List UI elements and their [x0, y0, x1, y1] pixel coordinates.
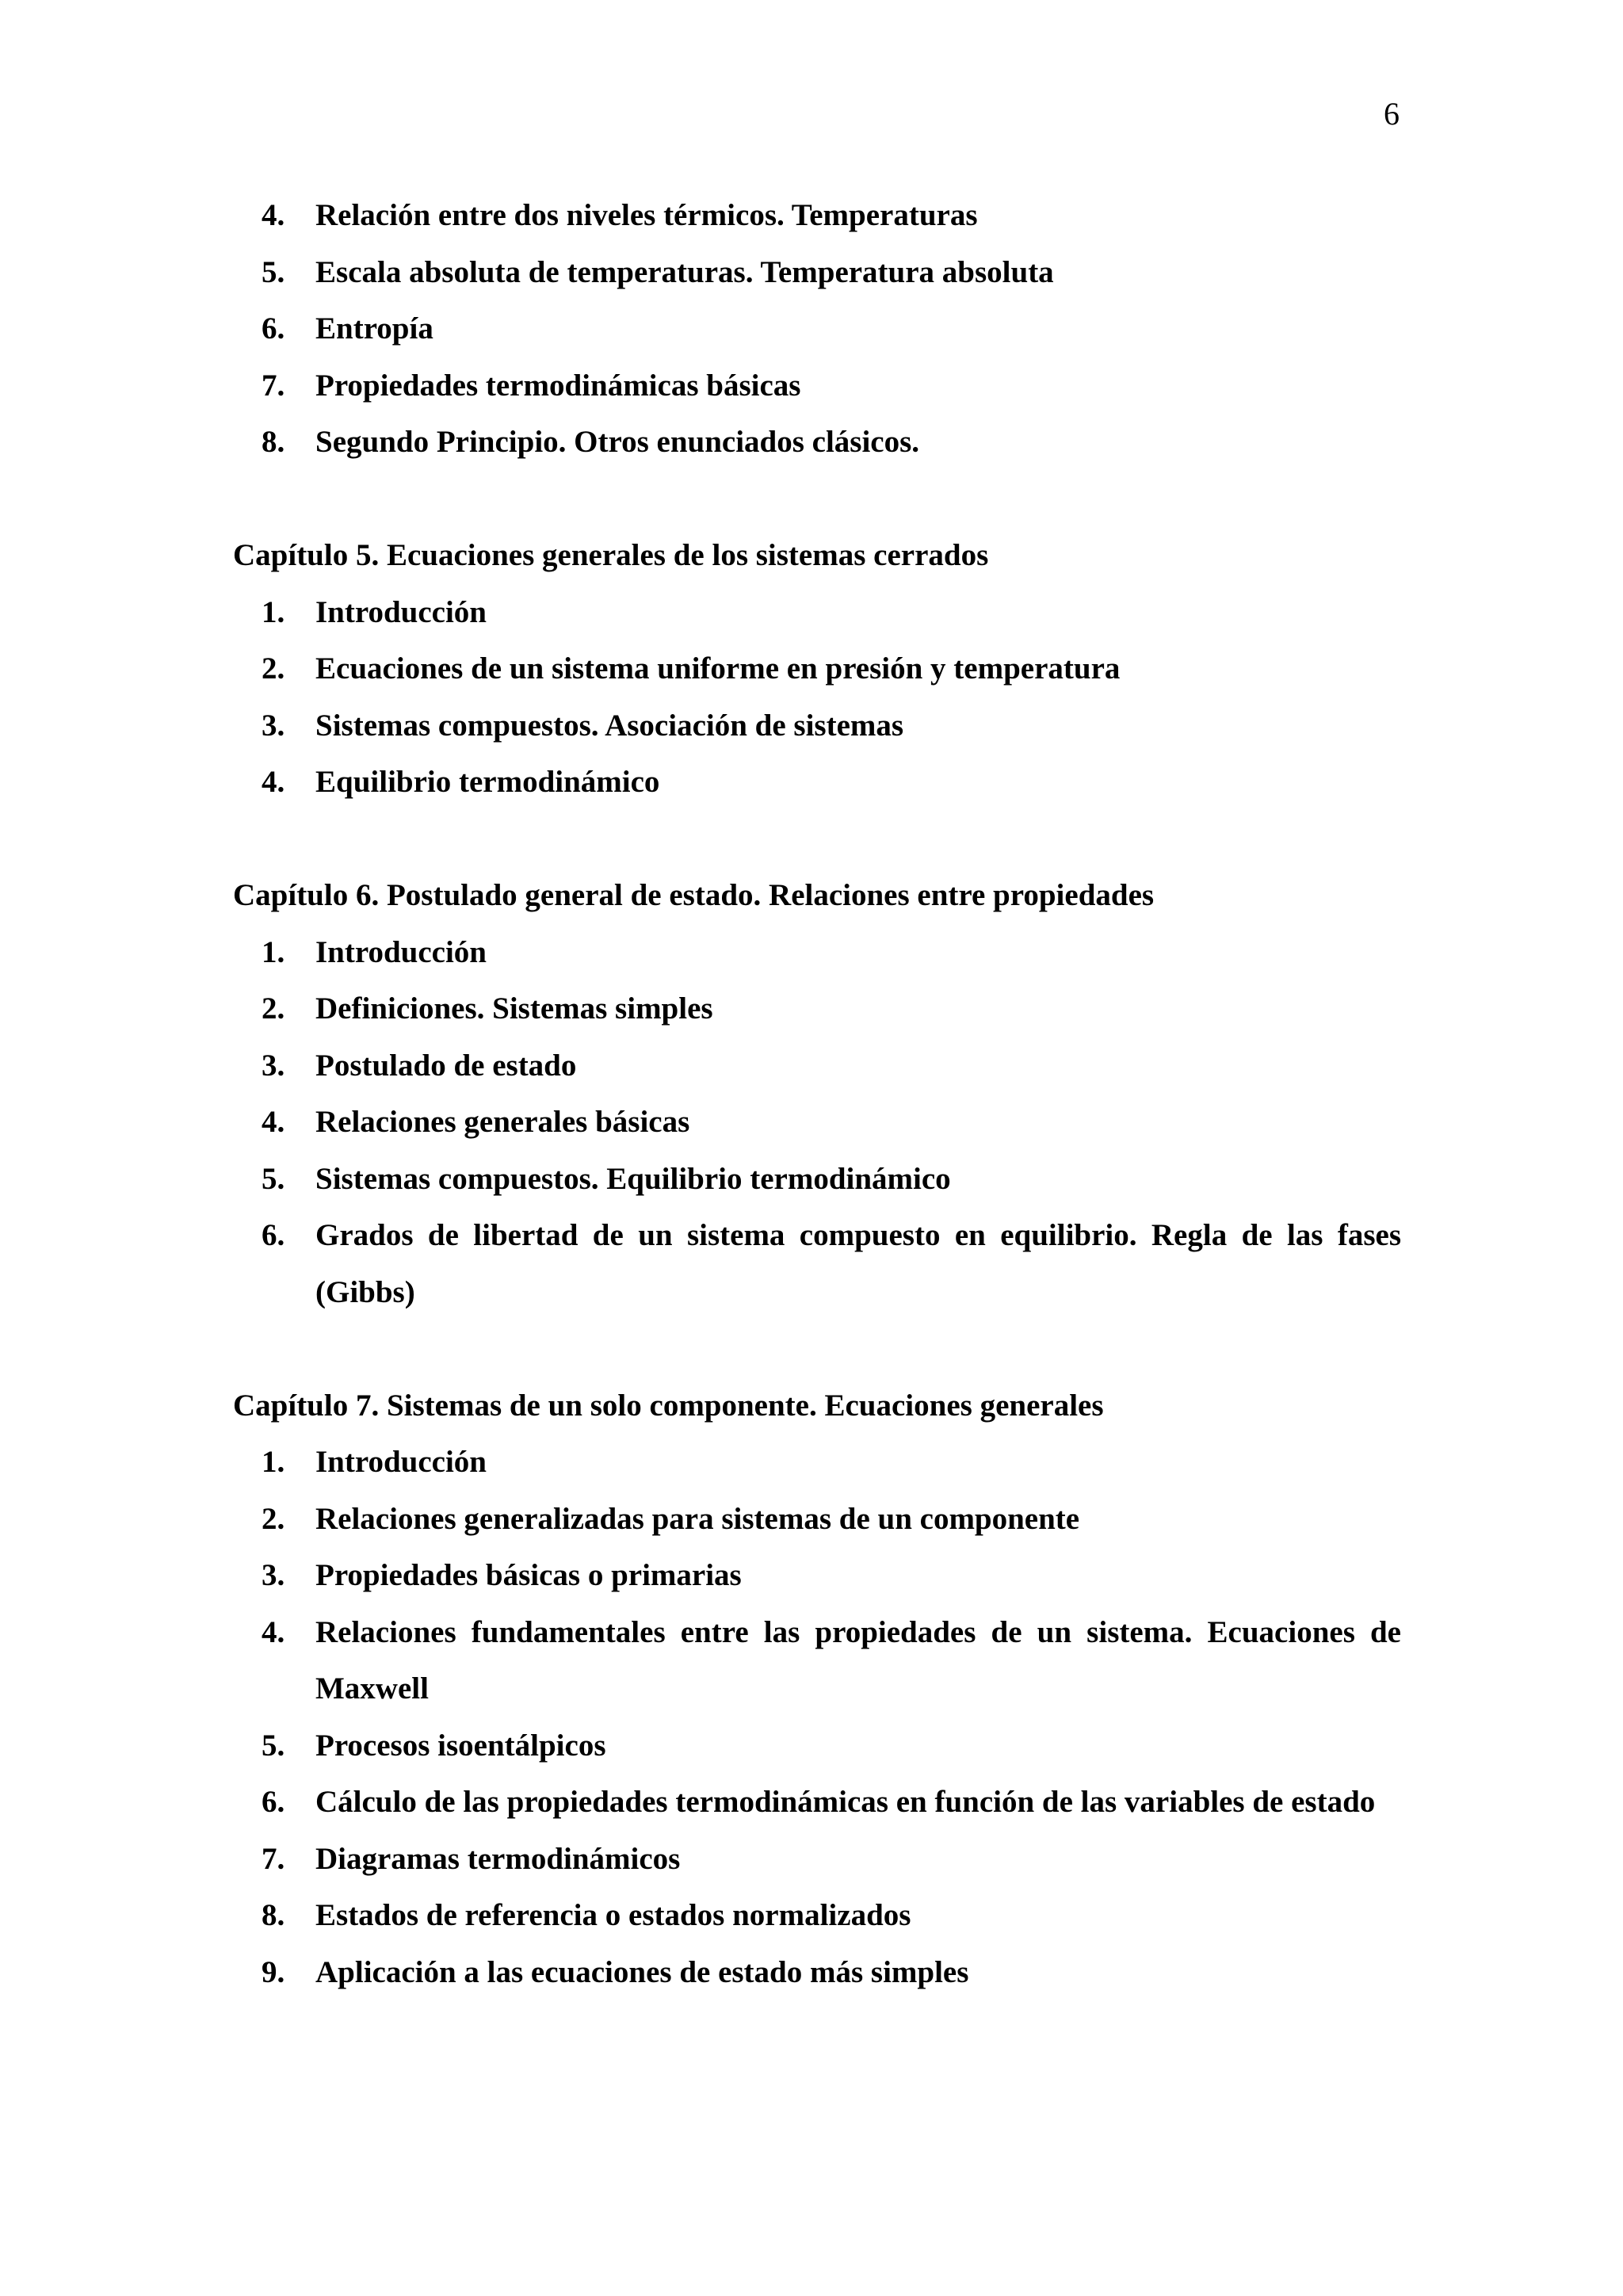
list-item: [262, 1037, 1401, 1095]
item-number: 5.: [262, 254, 285, 289]
item-text: Relaciones fundamentales entre las propiedades de un sistema. Ecuaciones de Maxwell: [315, 1614, 1401, 1706]
item-number: 4.: [262, 198, 285, 232]
list-item: [262, 980, 1401, 1037]
item-number: 4.: [262, 1105, 285, 1139]
item-number: 3.: [262, 1048, 285, 1083]
item-text: Equilibrio termodinámico: [315, 765, 660, 799]
item-text: Relaciones generalizadas para sistemas de un componente: [315, 1501, 1080, 1536]
item-text: Propiedades termodinámicas básicas: [315, 368, 801, 403]
list-item: [262, 1491, 1401, 1548]
list-item: [262, 1717, 1401, 1775]
item-number: 8.: [262, 425, 285, 459]
item-text: Propiedades básicas o primarias: [315, 1558, 742, 1592]
item-text: Procesos isoentálpicos: [315, 1728, 606, 1763]
item-number: 2.: [262, 1501, 285, 1536]
chapter-list: [233, 924, 1401, 1321]
item-number: 4.: [262, 1614, 285, 1649]
list-item: [262, 1604, 1401, 1717]
item-text: Estados de referencia o estados normalizados: [315, 1898, 911, 1932]
chapter-heading: Capítulo 6. Postulado general de estado. Relaciones entre propiedades: [233, 878, 1155, 912]
item-text: Sistemas compuestos. Equilibrio termodinámico: [315, 1161, 951, 1196]
list-item: [262, 1774, 1401, 1831]
list-item: [262, 1831, 1401, 1888]
item-text: Relación entre dos niveles térmicos. Temperaturas: [315, 198, 978, 232]
list-item: [262, 1207, 1401, 1320]
item-text: Grados de libertad de un sistema compuesto en equilibrio. Regla de las fases (Gibbs): [315, 1218, 1401, 1309]
item-number: 1.: [262, 594, 285, 629]
continued-list: [233, 187, 1401, 471]
item-number: 1.: [262, 1445, 285, 1479]
list-item: [262, 1547, 1401, 1604]
item-text: Segundo Principio. Otros enunciados clásicos.: [315, 425, 920, 459]
item-text: Aplicación a las ecuaciones de estado más simples: [315, 1954, 969, 1989]
item-number: 2.: [262, 651, 285, 686]
item-number: 6.: [262, 1785, 285, 1819]
item-text: Diagramas termodinámicos: [315, 1841, 681, 1876]
item-number: 8.: [262, 1898, 285, 1932]
item-number: 6.: [262, 1218, 285, 1252]
list-item: [262, 754, 1401, 811]
item-number: 1.: [262, 934, 285, 969]
chapter-heading: Capítulo 5. Ecuaciones generales de los sistemas cerrados: [233, 538, 989, 572]
list-item: [262, 1944, 1401, 2001]
item-number: 4.: [262, 765, 285, 799]
item-number: 5.: [262, 1728, 285, 1763]
item-text: Relaciones generales básicas: [315, 1105, 690, 1139]
item-text: Introducción: [315, 934, 487, 969]
list-item: [262, 640, 1401, 697]
list-item: [262, 1094, 1401, 1151]
list-item: [262, 414, 1401, 471]
item-text: Sistemas compuestos. Asociación de sistemas: [315, 708, 904, 743]
item-number: 5.: [262, 1161, 285, 1196]
item-text: Postulado de estado: [315, 1048, 577, 1083]
item-text: Cálculo de las propiedades termodinámicas en función de las variables de estado: [315, 1785, 1376, 1819]
item-text: Entropía: [315, 311, 433, 346]
list-item: [262, 1434, 1401, 1491]
item-text: Introducción: [315, 1445, 487, 1479]
item-number: 7.: [262, 368, 285, 403]
chapter-list: [233, 1434, 1401, 2000]
item-number: 3.: [262, 1558, 285, 1592]
item-text: Ecuaciones de un sistema uniforme en presión y temperatura: [315, 651, 1121, 686]
item-text: Introducción: [315, 594, 487, 629]
item-text: Escala absoluta de temperaturas. Temperatura absoluta: [315, 254, 1054, 289]
list-item: [262, 1887, 1401, 1944]
chapter-heading: Capítulo 7. Sistemas de un solo componente. Ecuaciones generales: [233, 1388, 1104, 1423]
page-number: 6: [1384, 96, 1400, 132]
list-item: [262, 187, 1401, 244]
item-number: 6.: [262, 311, 285, 346]
item-number: 9.: [262, 1954, 285, 1989]
item-text: Definiciones. Sistemas simples: [315, 991, 713, 1026]
item-number: 2.: [262, 991, 285, 1026]
list-item: [262, 584, 1401, 641]
list-item: [262, 357, 1401, 415]
table-of-contents: [233, 187, 1401, 2000]
item-number: 7.: [262, 1841, 285, 1876]
list-item: [262, 924, 1401, 981]
item-number: 3.: [262, 708, 285, 743]
list-item: [262, 1151, 1401, 1208]
list-item: [262, 697, 1401, 755]
list-item: [262, 300, 1401, 357]
list-item: [262, 244, 1401, 301]
chapter-list: [233, 584, 1401, 811]
